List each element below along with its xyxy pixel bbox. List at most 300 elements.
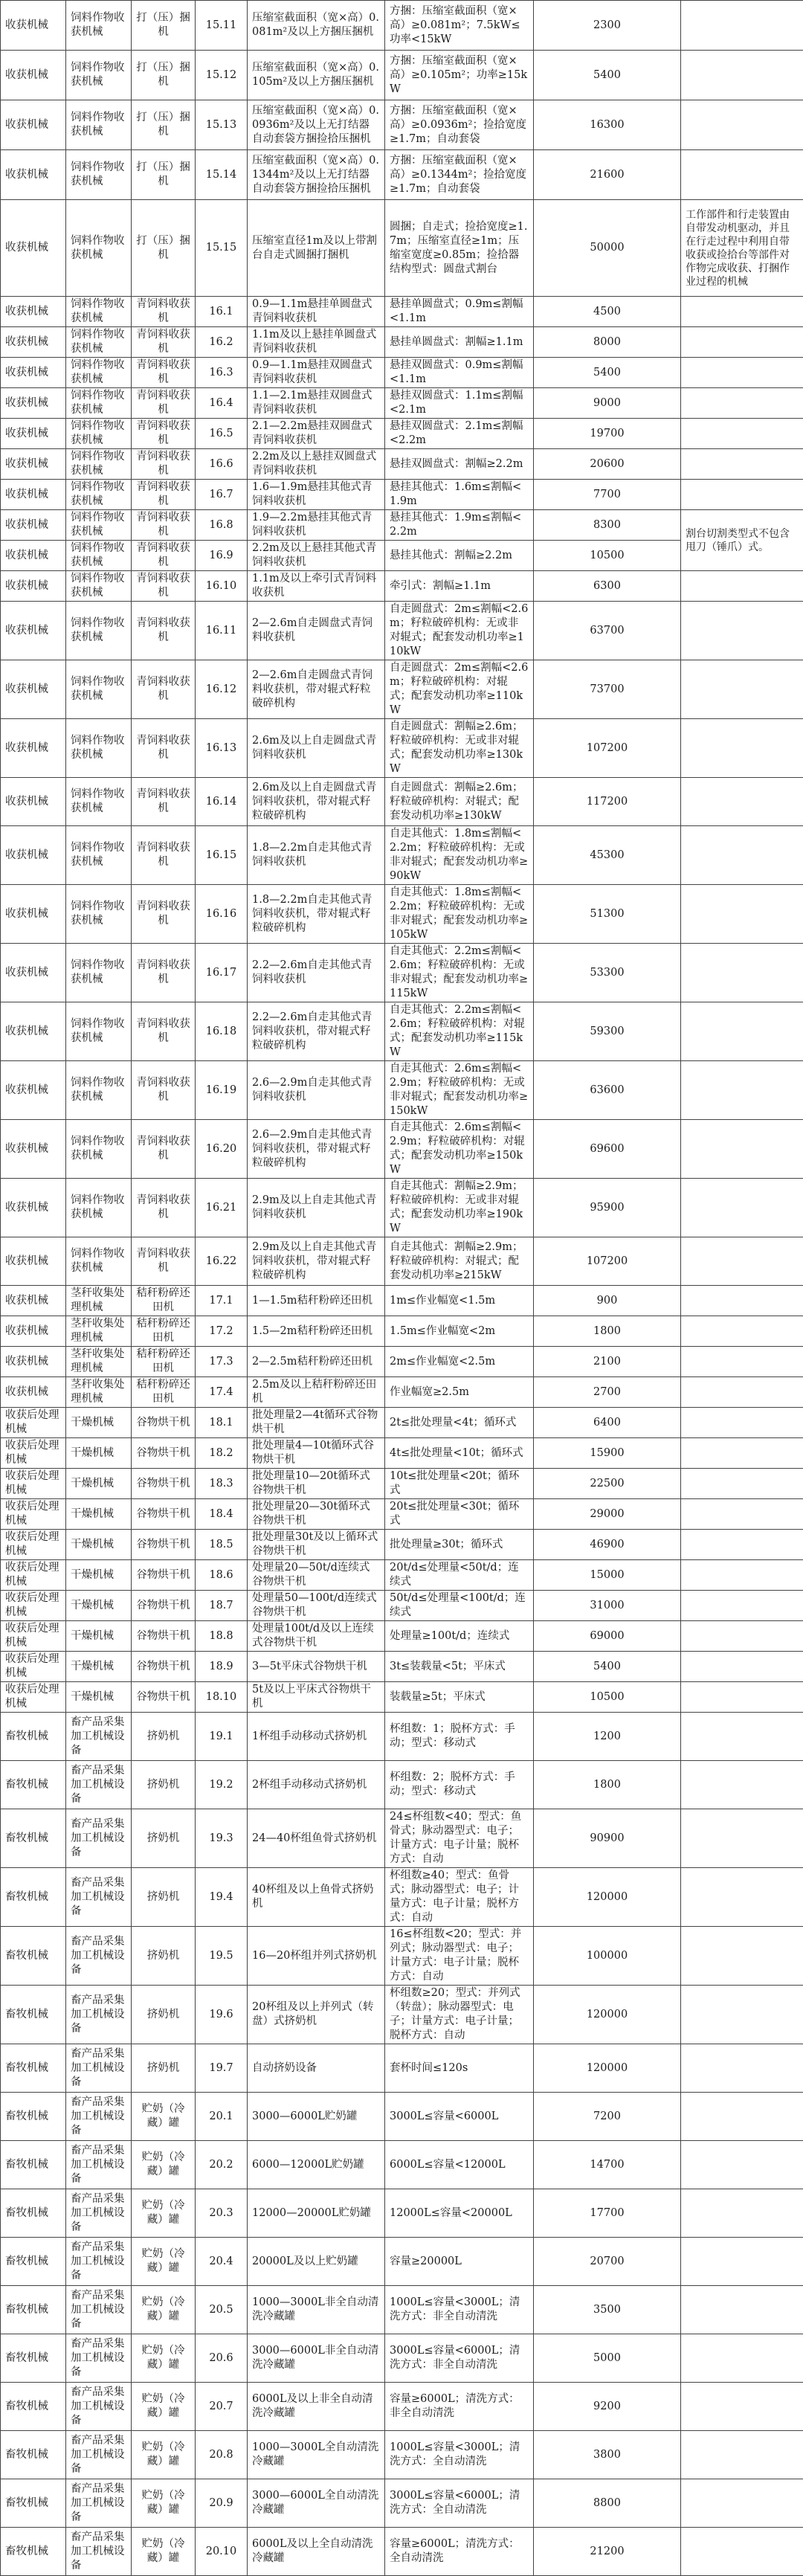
name-cell: 20杯组及以上并列式（转盘）式挤奶机 xyxy=(248,1986,385,2044)
note-cell-empty xyxy=(681,1621,803,1652)
subcategory-cell: 饲料作物收获机械 xyxy=(66,480,132,510)
subcategory-cell: 饲料作物收获机械 xyxy=(66,1,132,51)
item-cell: 青饲料收获机 xyxy=(132,1120,196,1179)
name-cell: 2.2—2.6m自走其他式青饲料收获机 xyxy=(248,944,385,1002)
code-cell: 16.2 xyxy=(196,327,248,358)
note-cell-empty xyxy=(681,2334,803,2383)
spec-cell: 1000L≤容量<3000L；清洗方式：全自动清洗 xyxy=(385,2431,534,2479)
name-cell: 2.5m及以上秸秆粉碎还田机 xyxy=(248,1377,385,1408)
name-cell: 6000—12000L贮奶罐 xyxy=(248,2141,385,2189)
table-row xyxy=(1,571,803,602)
category-cell: 收获机械 xyxy=(1,480,66,510)
name-cell: 批处理量4—10t循环式谷物烘干机 xyxy=(248,1438,385,1469)
name-cell: 3000—6000L贮奶罐 xyxy=(248,2093,385,2141)
code-cell: 18.3 xyxy=(196,1469,248,1499)
spec-cell: 1.5m≤作业幅宽<2m xyxy=(385,1316,534,1347)
amount-cell: 10500 xyxy=(534,1682,681,1713)
spec-cell: 悬挂单圆盘式：割幅≥1.1m xyxy=(385,327,534,358)
table-row xyxy=(1,1286,803,1316)
table-row xyxy=(1,1530,803,1560)
table-row xyxy=(1,719,803,778)
item-cell: 青饲料收获机 xyxy=(132,778,196,826)
code-cell: 19.4 xyxy=(196,1868,248,1927)
amount-cell: 5400 xyxy=(534,1652,681,1682)
amount-cell: 107200 xyxy=(534,1237,681,1286)
item-cell: 青饲料收获机 xyxy=(132,388,196,419)
category-cell: 收获机械 xyxy=(1,1286,66,1316)
item-cell: 挤奶机 xyxy=(132,1868,196,1927)
name-cell: 1.8—2.2m自走其他式青饲料收获机，带对辊式籽粒破碎机构 xyxy=(248,885,385,944)
amount-cell: 20600 xyxy=(534,449,681,480)
code-cell: 18.10 xyxy=(196,1682,248,1713)
amount-cell: 5400 xyxy=(534,358,681,388)
subcategory-cell: 饲料作物收获机械 xyxy=(66,1120,132,1179)
note-cell-empty xyxy=(681,1002,803,1061)
code-cell: 18.7 xyxy=(196,1591,248,1621)
spec-cell: 2m≤作业幅宽<2.5m xyxy=(385,1347,534,1377)
code-cell: 18.4 xyxy=(196,1499,248,1530)
category-cell: 收获机械 xyxy=(1,100,66,150)
subcategory-cell: 畜产品采集加工机械设备 xyxy=(66,1986,132,2044)
name-cell: 1—1.5m秸秆粉碎还田机 xyxy=(248,1286,385,1316)
category-cell: 收获后处理机械 xyxy=(1,1408,66,1438)
table-row xyxy=(1,1652,803,1682)
spec-cell: 3000L≤容量<6000L；清洗方式：非全自动清洗 xyxy=(385,2334,534,2383)
table-row xyxy=(1,2479,803,2528)
name-cell: 6000L及以上全自动清洗冷藏罐 xyxy=(248,2528,385,2576)
code-cell: 15.13 xyxy=(196,100,248,150)
table-row xyxy=(1,51,803,100)
note-cell-empty xyxy=(681,1560,803,1591)
amount-cell: 6400 xyxy=(534,1408,681,1438)
note-cell-empty xyxy=(681,571,803,602)
spec-cell: 悬挂单圆盘式；0.9m≤割幅<1.1m xyxy=(385,297,534,327)
name-cell: 24—40杯组鱼骨式挤奶机 xyxy=(248,1809,385,1868)
category-cell: 畜牧机械 xyxy=(1,2238,66,2286)
note-cell-empty xyxy=(681,1761,803,1809)
table-row xyxy=(1,602,803,660)
item-cell: 谷物烘干机 xyxy=(132,1530,196,1560)
code-cell: 19.6 xyxy=(196,1986,248,2044)
amount-cell: 69000 xyxy=(534,1621,681,1652)
category-cell: 收获机械 xyxy=(1,297,66,327)
table-row xyxy=(1,200,803,297)
name-cell: 1.1—2.1m悬挂双圆盘式青饲料收获机 xyxy=(248,388,385,419)
spec-cell: 6000L≤容量<12000L xyxy=(385,2141,534,2189)
name-cell: 2.1—2.2m悬挂双圆盘式青饲料收获机 xyxy=(248,419,385,449)
amount-cell: 95900 xyxy=(534,1179,681,1237)
amount-cell: 5400 xyxy=(534,51,681,100)
note-cell-empty xyxy=(681,2383,803,2431)
subcategory-cell: 干燥机械 xyxy=(66,1560,132,1591)
spec-cell: 容量≥6000L；清洗方式：非全自动清洗 xyxy=(385,2383,534,2431)
note-cell-empty xyxy=(681,449,803,480)
category-cell: 收获机械 xyxy=(1,778,66,826)
subcategory-cell: 饲料作物收获机械 xyxy=(66,602,132,660)
subcategory-cell: 畜产品采集加工机械设备 xyxy=(66,1761,132,1809)
table-row xyxy=(1,826,803,885)
category-cell: 畜牧机械 xyxy=(1,1868,66,1927)
name-cell: 6000L及以上非全自动清洗冷藏罐 xyxy=(248,2383,385,2431)
amount-cell: 117200 xyxy=(534,778,681,826)
name-cell: 处理量50—100t/d连续式谷物烘干机 xyxy=(248,1591,385,1621)
item-cell: 谷物烘干机 xyxy=(132,1438,196,1469)
spec-cell: 杯组数≥40；型式：鱼骨式；脉动器型式：电子；计量方式：电子计量；脱杯方式：自动 xyxy=(385,1868,534,1927)
amount-cell: 9200 xyxy=(534,2383,681,2431)
category-cell: 收获机械 xyxy=(1,602,66,660)
name-cell: 0.9—1.1m悬挂双圆盘式青饲料收获机 xyxy=(248,358,385,388)
table-row xyxy=(1,1713,803,1761)
subcategory-cell: 饲料作物收获机械 xyxy=(66,885,132,944)
spec-cell: 牵引式：割幅≥1.1m xyxy=(385,571,534,602)
category-cell: 收获机械 xyxy=(1,885,66,944)
spec-cell: 1000L≤容量<3000L；清洗方式：非全自动清洗 xyxy=(385,2286,534,2334)
item-cell: 贮奶（冷藏）罐 xyxy=(132,2189,196,2238)
subcategory-cell: 干燥机械 xyxy=(66,1591,132,1621)
note-cell-empty xyxy=(681,1286,803,1316)
item-cell: 青饲料收获机 xyxy=(132,1237,196,1286)
spec-cell: 自走圆盘式：2m≤割幅<2.6m；籽粒破碎机构：无或非对辊式；配套发动机功率≥110kW xyxy=(385,602,534,660)
name-cell: 1.5—2m秸秆粉碎还田机 xyxy=(248,1316,385,1347)
category-cell: 收获后处理机械 xyxy=(1,1469,66,1499)
code-cell: 20.9 xyxy=(196,2479,248,2528)
spec-cell: 悬挂双圆盘式：2.1m≤割幅<2.2m xyxy=(385,419,534,449)
note-cell-empty xyxy=(681,1061,803,1120)
note-cell-empty xyxy=(681,602,803,660)
amount-cell: 14700 xyxy=(534,2141,681,2189)
subcategory-cell: 饲料作物收获机械 xyxy=(66,571,132,602)
note-cell-empty xyxy=(681,358,803,388)
subcategory-cell: 饲料作物收获机械 xyxy=(66,1002,132,1061)
subcategory-cell: 茎秆收集处理机械 xyxy=(66,1377,132,1408)
table-row xyxy=(1,2141,803,2189)
category-cell: 收获机械 xyxy=(1,510,66,541)
category-cell: 收获后处理机械 xyxy=(1,1438,66,1469)
name-cell: 40杯组及以上鱼骨式挤奶机 xyxy=(248,1868,385,1927)
code-cell: 15.12 xyxy=(196,51,248,100)
item-cell: 谷物烘干机 xyxy=(132,1499,196,1530)
item-cell: 挤奶机 xyxy=(132,1927,196,1986)
table-row xyxy=(1,449,803,480)
category-cell: 收获机械 xyxy=(1,200,66,297)
name-cell: 1.8—2.2m自走其他式青饲料收获机 xyxy=(248,826,385,885)
note-cell-empty xyxy=(681,1682,803,1713)
code-cell: 16.15 xyxy=(196,826,248,885)
code-cell: 20.8 xyxy=(196,2431,248,2479)
name-cell: 压缩室直径1m及以上带割台自走式圆捆打捆机 xyxy=(248,200,385,297)
amount-cell: 53300 xyxy=(534,944,681,1002)
spec-cell: 容量≥6000L；清洗方式：全自动清洗 xyxy=(385,2528,534,2576)
note-cell-empty xyxy=(681,1237,803,1286)
category-cell: 收获后处理机械 xyxy=(1,1682,66,1713)
table-row xyxy=(1,358,803,388)
table-row xyxy=(1,1179,803,1237)
category-cell: 收获机械 xyxy=(1,571,66,602)
name-cell: 1.1m及以上牵引式青饲料收获机 xyxy=(248,571,385,602)
item-cell: 贮奶（冷藏）罐 xyxy=(132,2528,196,2576)
spec-cell: 50t/d≤处理量<100t/d；连续式 xyxy=(385,1591,534,1621)
subcategory-cell: 饲料作物收获机械 xyxy=(66,826,132,885)
subcategory-cell: 畜产品采集加工机械设备 xyxy=(66,1927,132,1986)
table-row xyxy=(1,1809,803,1868)
name-cell: 1000—3000L非全自动清洗冷藏罐 xyxy=(248,2286,385,2334)
code-cell: 16.14 xyxy=(196,778,248,826)
category-cell: 收获机械 xyxy=(1,51,66,100)
table-row xyxy=(1,2093,803,2141)
spec-cell: 套杯时间≤120s xyxy=(385,2044,534,2093)
category-cell: 收获机械 xyxy=(1,1237,66,1286)
table-body xyxy=(1,1,803,2576)
spec-cell: 方捆：压缩室截面积（宽×高）≥0.081m²；7.5kW≤功率<15kW xyxy=(385,1,534,51)
code-cell: 16.9 xyxy=(196,541,248,571)
amount-cell: 8000 xyxy=(534,327,681,358)
code-cell: 18.9 xyxy=(196,1652,248,1682)
table-row xyxy=(1,1237,803,1286)
subcategory-cell: 畜产品采集加工机械设备 xyxy=(66,1809,132,1868)
item-cell: 秸秆粉碎还田机 xyxy=(132,1316,196,1347)
category-cell: 畜牧机械 xyxy=(1,2189,66,2238)
note-cell-empty xyxy=(681,150,803,200)
amount-cell: 20700 xyxy=(534,2238,681,2286)
table-row xyxy=(1,1761,803,1809)
category-cell: 收获后处理机械 xyxy=(1,1530,66,1560)
name-cell: 压缩室截面积（宽×高）0.1344m²及以上无打结器自动套袋方捆捡拾压捆机 xyxy=(248,150,385,200)
category-cell: 畜牧机械 xyxy=(1,2479,66,2528)
table-row xyxy=(1,1061,803,1120)
item-cell: 打（压）捆机 xyxy=(132,150,196,200)
subcategory-cell: 饲料作物收获机械 xyxy=(66,1179,132,1237)
subcategory-cell: 干燥机械 xyxy=(66,1408,132,1438)
category-cell: 收获机械 xyxy=(1,944,66,1002)
amount-cell: 4500 xyxy=(534,297,681,327)
amount-cell: 6300 xyxy=(534,571,681,602)
name-cell: 2杯组手动移动式挤奶机 xyxy=(248,1761,385,1809)
note-cell-empty xyxy=(681,1530,803,1560)
spec-cell: 16≤杯组数<20；型式：并列式；脉动器型式：电子；计量方式：电子计量；脱杯方式：自动 xyxy=(385,1927,534,1986)
item-cell: 青饲料收获机 xyxy=(132,885,196,944)
code-cell: 20.2 xyxy=(196,2141,248,2189)
table-row xyxy=(1,1927,803,1986)
code-cell: 16.8 xyxy=(196,510,248,541)
item-cell: 挤奶机 xyxy=(132,1809,196,1868)
item-cell: 打（压）捆机 xyxy=(132,1,196,51)
note-cell-empty xyxy=(681,2141,803,2189)
note-cell-empty xyxy=(681,1347,803,1377)
amount-cell: 2100 xyxy=(534,1347,681,1377)
subcategory-cell: 饲料作物收获机械 xyxy=(66,1061,132,1120)
category-cell: 收获机械 xyxy=(1,1120,66,1179)
spec-cell: 悬挂双圆盘式：1.1m≤割幅<2.1m xyxy=(385,388,534,419)
amount-cell: 21600 xyxy=(534,150,681,200)
code-cell: 16.10 xyxy=(196,571,248,602)
subcategory-cell: 饲料作物收获机械 xyxy=(66,719,132,778)
spec-cell: 悬挂双圆盘式：割幅≥2.2m xyxy=(385,449,534,480)
amount-cell: 73700 xyxy=(534,660,681,719)
subcategory-cell: 干燥机械 xyxy=(66,1621,132,1652)
spec-cell: 3000L≤容量<6000L xyxy=(385,2093,534,2141)
item-cell: 贮奶（冷藏）罐 xyxy=(132,2479,196,2528)
code-cell: 20.4 xyxy=(196,2238,248,2286)
table-row xyxy=(1,778,803,826)
note-cell-empty xyxy=(681,1316,803,1347)
note-cell-empty xyxy=(681,51,803,100)
subcategory-cell: 干燥机械 xyxy=(66,1652,132,1682)
note-cell-empty xyxy=(681,1986,803,2044)
item-cell: 青饲料收获机 xyxy=(132,826,196,885)
spec-cell: 4t≤批处理量<10t；循环式 xyxy=(385,1438,534,1469)
code-cell: 16.22 xyxy=(196,1237,248,1286)
note-cell-empty xyxy=(681,1713,803,1761)
name-cell: 1.9—2.2m悬挂其他式青饲料收获机 xyxy=(248,510,385,541)
subcategory-cell: 畜产品采集加工机械设备 xyxy=(66,1713,132,1761)
spec-cell: 自走圆盘式：2m≤割幅<2.6m；籽粒破碎机构：对辊式；配套发动机功率≥110kW xyxy=(385,660,534,719)
name-cell: 0.9—1.1m悬挂单圆盘式青饲料收获机 xyxy=(248,297,385,327)
category-cell: 收获后处理机械 xyxy=(1,1621,66,1652)
item-cell: 谷物烘干机 xyxy=(132,1682,196,1713)
name-cell: 2.6—2.9m自走其他式青饲料收获机 xyxy=(248,1061,385,1120)
note-cell-empty xyxy=(681,1927,803,1986)
subcategory-cell: 饲料作物收获机械 xyxy=(66,388,132,419)
category-cell: 畜牧机械 xyxy=(1,2093,66,2141)
subcategory-cell: 畜产品采集加工机械设备 xyxy=(66,2238,132,2286)
subcategory-cell: 饲料作物收获机械 xyxy=(66,778,132,826)
note-cell-empty xyxy=(681,2431,803,2479)
table-row xyxy=(1,1682,803,1713)
table-row xyxy=(1,150,803,200)
item-cell: 青饲料收获机 xyxy=(132,541,196,571)
amount-cell: 7700 xyxy=(534,480,681,510)
subcategory-cell: 饲料作物收获机械 xyxy=(66,297,132,327)
code-cell: 15.15 xyxy=(196,200,248,297)
category-cell: 收获机械 xyxy=(1,1179,66,1237)
table-row xyxy=(1,1347,803,1377)
subcategory-cell: 干燥机械 xyxy=(66,1438,132,1469)
table-row xyxy=(1,944,803,1002)
item-cell: 青饲料收获机 xyxy=(132,602,196,660)
table-row xyxy=(1,388,803,419)
amount-cell: 15900 xyxy=(534,1438,681,1469)
amount-cell: 19700 xyxy=(534,419,681,449)
subcategory-cell: 干燥机械 xyxy=(66,1469,132,1499)
amount-cell: 21200 xyxy=(534,2528,681,2576)
code-cell: 20.1 xyxy=(196,2093,248,2141)
category-cell: 收获机械 xyxy=(1,826,66,885)
category-cell: 收获机械 xyxy=(1,358,66,388)
table-row xyxy=(1,297,803,327)
subcategory-cell: 干燥机械 xyxy=(66,1682,132,1713)
note-cell-empty xyxy=(681,1120,803,1179)
category-cell: 收获机械 xyxy=(1,1061,66,1120)
note-cell-empty xyxy=(681,327,803,358)
item-cell: 贮奶（冷藏）罐 xyxy=(132,2141,196,2189)
subcategory-cell: 饲料作物收获机械 xyxy=(66,944,132,1002)
code-cell: 16.7 xyxy=(196,480,248,510)
amount-cell: 59300 xyxy=(534,1002,681,1061)
amount-cell: 2700 xyxy=(534,1377,681,1408)
subcategory-cell: 畜产品采集加工机械设备 xyxy=(66,2044,132,2093)
amount-cell: 120000 xyxy=(534,1986,681,2044)
subcategory-cell: 畜产品采集加工机械设备 xyxy=(66,2189,132,2238)
code-cell: 16.19 xyxy=(196,1061,248,1120)
spec-cell: 自走其他式：割幅≥2.9m；籽粒破碎机构：无或非对辊式；配套发动机功率≥190kW xyxy=(385,1179,534,1237)
note-cell-empty xyxy=(681,2479,803,2528)
note-cell-empty xyxy=(681,1179,803,1237)
code-cell: 18.6 xyxy=(196,1560,248,1591)
note-cell-empty xyxy=(681,944,803,1002)
code-cell: 15.14 xyxy=(196,150,248,200)
name-cell: 压缩室截面积（宽×高）0.105m²及以上方捆压捆机 xyxy=(248,51,385,100)
category-cell: 畜牧机械 xyxy=(1,1761,66,1809)
spec-cell: 自走其他式：1.8m≤割幅<2.2m；籽粒破碎机构：无或非对辊式；配套发动机功率≥105kW xyxy=(385,885,534,944)
name-cell: 批处理量2—4t循环式谷物烘干机 xyxy=(248,1408,385,1438)
name-cell: 自动挤奶设备 xyxy=(248,2044,385,2093)
code-cell: 16.16 xyxy=(196,885,248,944)
amount-cell: 9000 xyxy=(534,388,681,419)
table-row xyxy=(1,1986,803,2044)
code-cell: 19.1 xyxy=(196,1713,248,1761)
subcategory-cell: 干燥机械 xyxy=(66,1530,132,1560)
name-cell: 压缩室截面积（宽×高）0.0936m²及以上无打结器自动套袋方捆捡拾压捆机 xyxy=(248,100,385,150)
table-row xyxy=(1,1408,803,1438)
category-cell: 收获机械 xyxy=(1,1316,66,1347)
table-row xyxy=(1,1,803,51)
category-cell: 收获机械 xyxy=(1,719,66,778)
name-cell: 16—20杯组并列式挤奶机 xyxy=(248,1927,385,1986)
code-cell: 16.18 xyxy=(196,1002,248,1061)
item-cell: 贮奶（冷藏）罐 xyxy=(132,2383,196,2431)
subcategory-cell: 茎秆收集处理机械 xyxy=(66,1347,132,1377)
item-cell: 青饲料收获机 xyxy=(132,480,196,510)
subcategory-cell: 饲料作物收获机械 xyxy=(66,327,132,358)
name-cell: 2.6—2.9m自走其他式青饲料收获机，带对辊式籽粒破碎机构 xyxy=(248,1120,385,1179)
spec-cell: 悬挂其他式：1.9m≤割幅<2.2m xyxy=(385,510,534,541)
spec-cell: 自走其他式：2.2m≤割幅<2.6m；籽粒破碎机构：无或非对辊式；配套发动机功率≥115kW xyxy=(385,944,534,1002)
code-cell: 16.20 xyxy=(196,1120,248,1179)
category-cell: 收获机械 xyxy=(1,1347,66,1377)
amount-cell: 46900 xyxy=(534,1530,681,1560)
code-cell: 18.5 xyxy=(196,1530,248,1560)
name-cell: 2—2.5m秸秆粉碎还田机 xyxy=(248,1347,385,1377)
name-cell: 处理量100t/d及以上连续式谷物烘干机 xyxy=(248,1621,385,1652)
note-cell-empty xyxy=(681,2093,803,2141)
category-cell: 收获机械 xyxy=(1,541,66,571)
amount-cell: 120000 xyxy=(534,2044,681,2093)
item-cell: 青饲料收获机 xyxy=(132,449,196,480)
subcategory-cell: 饲料作物收获机械 xyxy=(66,1237,132,1286)
spec-cell: 悬挂双圆盘式：0.9m≤割幅<1.1m xyxy=(385,358,534,388)
category-cell: 畜牧机械 xyxy=(1,2044,66,2093)
item-cell: 贮奶（冷藏）罐 xyxy=(132,2334,196,2383)
item-cell: 青饲料收获机 xyxy=(132,419,196,449)
note-cell-empty xyxy=(681,1809,803,1868)
category-cell: 畜牧机械 xyxy=(1,1809,66,1868)
category-cell: 畜牧机械 xyxy=(1,2383,66,2431)
category-cell: 畜牧机械 xyxy=(1,1986,66,2044)
note-cell-empty xyxy=(681,1408,803,1438)
name-cell: 处理量20—50t/d连续式谷物烘干机 xyxy=(248,1560,385,1591)
name-cell: 3—5t平床式谷物烘干机 xyxy=(248,1652,385,1682)
code-cell: 18.2 xyxy=(196,1438,248,1469)
spec-cell: 方捆：压缩室截面积（宽×高）≥0.0936m²；捡拾宽度≥1.7m；自动套袋 xyxy=(385,100,534,150)
amount-cell: 90900 xyxy=(534,1809,681,1868)
note-cell-empty xyxy=(681,1591,803,1621)
category-cell: 收获机械 xyxy=(1,327,66,358)
category-cell: 畜牧机械 xyxy=(1,2334,66,2383)
note-cell-empty xyxy=(681,1868,803,1927)
amount-cell: 5000 xyxy=(534,2334,681,2383)
amount-cell: 63700 xyxy=(534,602,681,660)
category-cell: 收获机械 xyxy=(1,449,66,480)
